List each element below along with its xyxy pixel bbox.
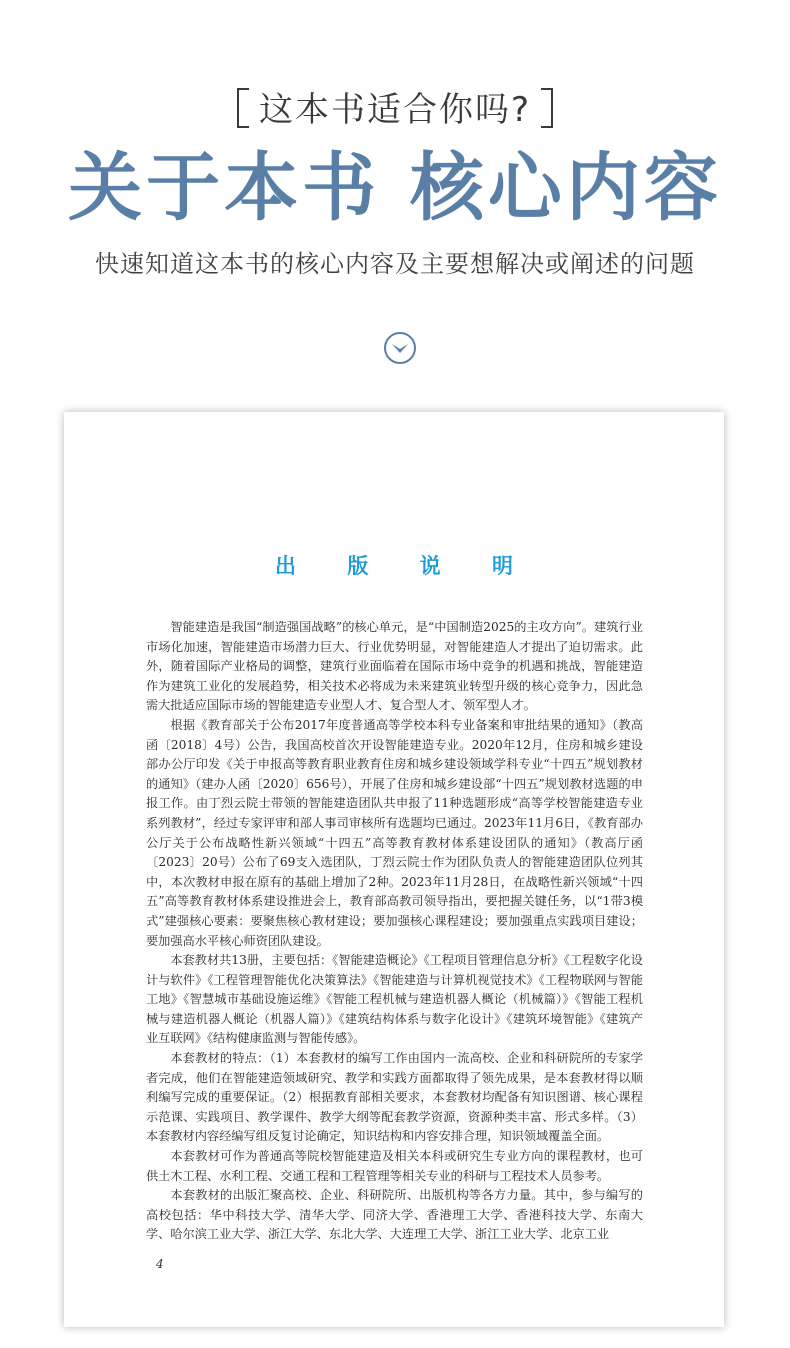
section-tag <box>0 82 790 132</box>
subheadline: 快速知道这本书的核心内容及主要想解决或阐述的问题 <box>95 250 695 278</box>
chevron-down-circle-icon[interactable] <box>383 331 417 365</box>
paragraph: 本套教材的特点：（1）本套教材的编写工作由国内一流高校、企业和科研院所的专家学者完成，他们在智能建造领域研究、教学和实践方面都取得了领先成果，是本套教材得以顺利编写完成的重要保证。（2）根据教育部相关要求，本套教材均配备有知识图谱、核心课程示范课、实践项目、教学课件、教学大纲等配套教学资源，资源种类丰富、形式多样。（3）本套教材内容经编写组反复讨论确定，知识结构和内容安排合理，知识领域覆盖全面。 <box>146 1051 643 1144</box>
book-page-preview <box>64 412 724 1327</box>
page-body <box>146 618 643 1245</box>
paragraph: 智能建造是我国“制造强国战略”的核心单元，是“中国制造2025的主攻方向”。建筑行业市场化加速，智能建造市场潜力巨大、行业优势明显，对智能建造人才提出了迫切需求。此外，随着国际产业格局的调整，建筑行业面临着在国际市场中竞争的机遇和挑战，智能建造作为建筑工业化的发展趋势，相关技术必将成为未来建筑业转型升级的核心竞争力，因此急需大批适应国际市场的智能建造专业型人才、复合型人才、领军型人才。 <box>146 620 643 713</box>
paragraph: 本套教材共13册，主要包括：《智能建造概论》《工程项目管理信息分析》《工程数字化设计与软件》《工程管理智能优化决策算法》《智能建造与计算机视觉技术》《工程物联网与智能工地》《智慧城市基础设施运维》《智能工程机械与建造机器人概论（机械篇）》《智能工程机械与建造机器人概论（机器人篇）》《建筑结构体系与数字化设计》《建筑环境智能》《建筑产业互联网》《结构健康监测与智能传感》。 <box>146 953 643 1046</box>
right-bracket-icon <box>541 88 553 128</box>
page-title: 出 版 说 明 <box>275 553 535 578</box>
paragraph: 本套教材的出版汇聚高校、企业、科研院所、出版机构等各方力量。其中，参与编写的高校包括：华中科技大学、清华大学、同济大学、香港理工大学、香港科技大学、东南大学、哈尔滨工业大学、浙江大学、东北大学、大连理工大学、浙江工业大学、北京工业 <box>146 1188 643 1242</box>
paragraph: 本套教材可作为普通高等院校智能建造及相关本科或研究生专业方向的课程教材，也可供土木工程、水利工程、交通工程和工程管理等相关专业的科研与工程技术人员参考。 <box>146 1149 643 1183</box>
section-tag-text: 这本书适合你吗? <box>258 90 532 130</box>
paragraph: 根据《教育部关于公布2017年度普通高等学校本科专业备案和审批结果的通知》（教高函〔2018〕4号）公告，我国高校首次开设智能建造专业。2020年12月，住房和城乡建设部办公厅印发《关于申报高等教育职业教育住房和城乡建设领域学科专业“十四五”规划教材的通知》（建办人函〔2020〕656号），开展了住房和城乡建设部“十四五”规划教材选题的申报工作。由丁烈云院士带领的智能建造团队共申报了11种选题形成“高等学校智能建造专业系列教材”，经过专家评审和部人事司审核所有选题均已通过。2023年11月6日，《教育部办公厅关于公布战略性新兴领域“十四五”高等教育教材体系建设团队的通知》（教高厅函〔2023〕20号）公布了69支入选团队，丁烈云院士作为团队负责人的智能建造团队位列其中，本次教材申报在原有的基础上增加了2种。2023年11月28日，在战略性新兴领域“十四五”高等教育教材体系建设推进会上，教育部高教司领导指出，要把握关键任务，以“1带3模式”建强核心要素：要聚焦核心教材建设；要加强核心课程建设；要加强重点实践项目建设；要加强高水平核心师资团队建设。 <box>146 717 643 948</box>
headline: 关于本书 核心内容 <box>68 145 722 231</box>
left-bracket-icon <box>237 88 249 128</box>
page-number: 4 <box>156 1257 164 1271</box>
